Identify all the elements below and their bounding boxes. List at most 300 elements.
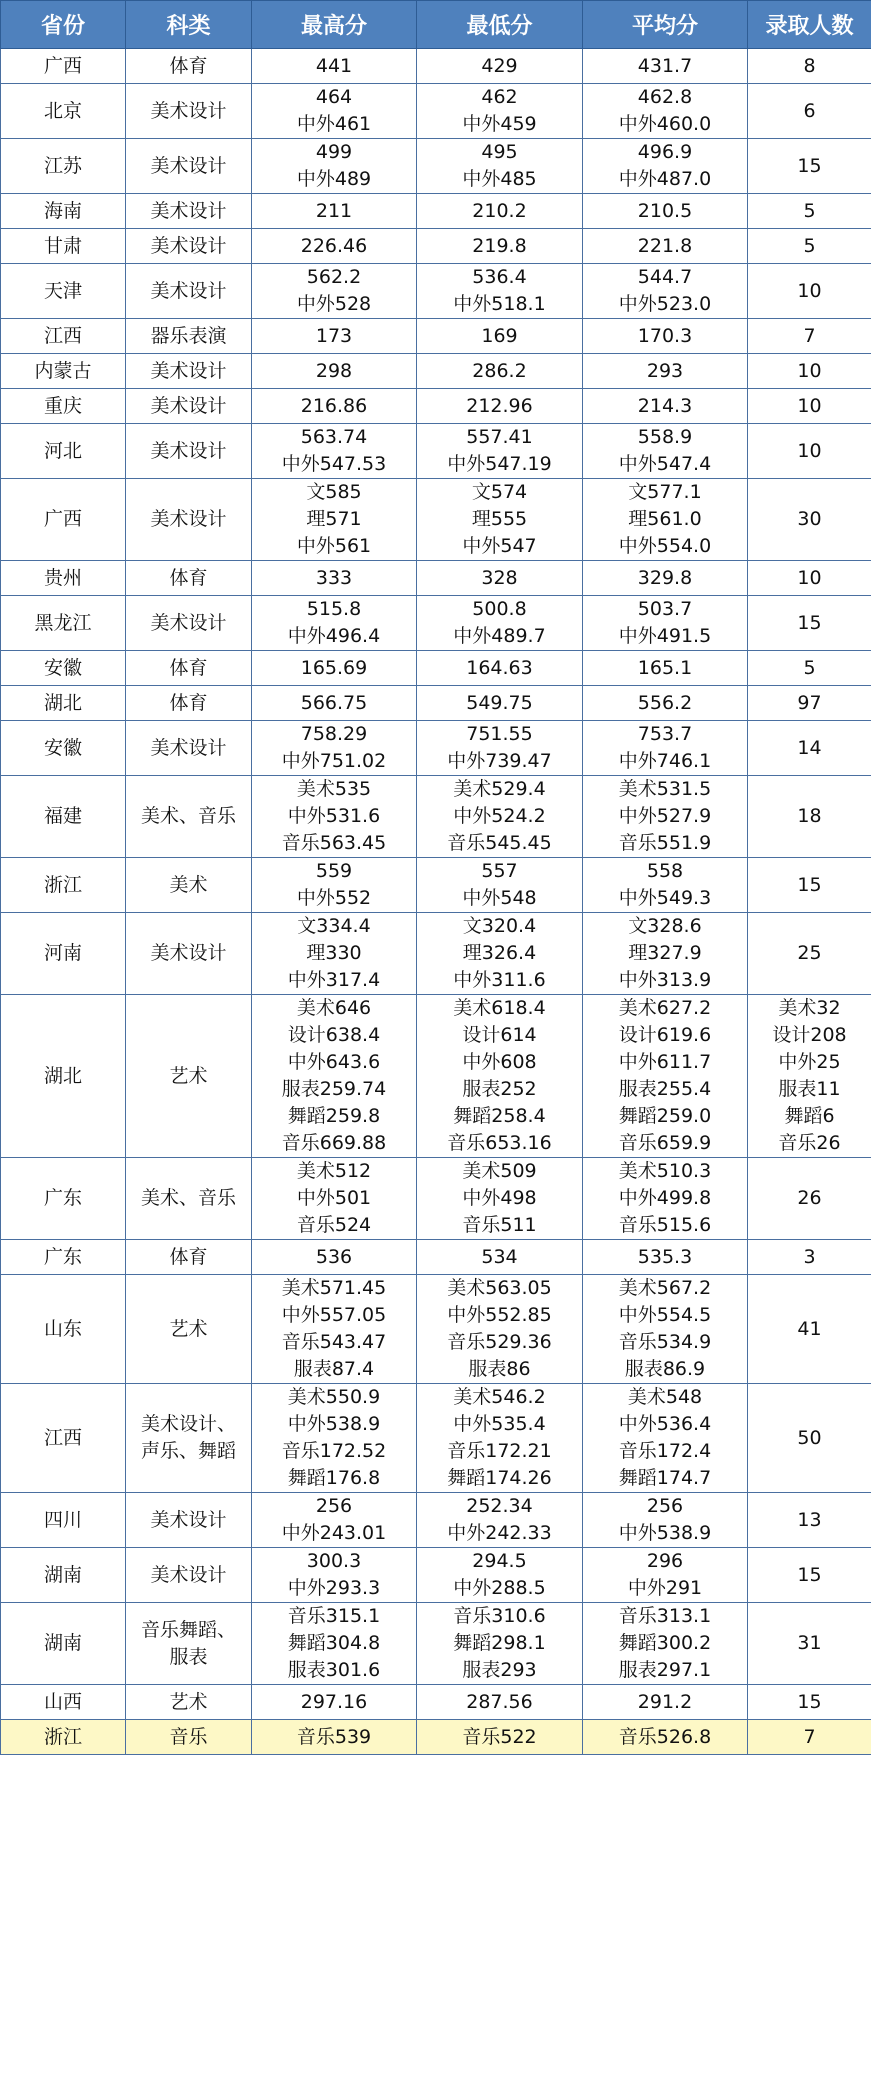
cell-admitted-count-line: 10 bbox=[797, 359, 822, 382]
cell-avg-score-line: 中外554.5 bbox=[618, 1304, 712, 1326]
cell-category bbox=[126, 1493, 252, 1548]
cell-admitted-count-line: 26 bbox=[797, 1187, 822, 1209]
cell-category bbox=[126, 776, 252, 858]
cell-avg-score bbox=[583, 1720, 748, 1755]
cell-min-score-line: 美术529.4 bbox=[453, 778, 546, 800]
cell-avg-score-line: 美术548 bbox=[627, 1386, 703, 1408]
table-row bbox=[1, 229, 871, 264]
cell-avg-score bbox=[583, 389, 748, 424]
cell-admitted-count-line: 10 bbox=[797, 279, 822, 302]
cell-min-score-line: 中外518.1 bbox=[453, 293, 546, 315]
cell-admitted-count bbox=[748, 1720, 871, 1755]
cell-max-score-line: 464 bbox=[315, 86, 353, 108]
cell-min-score bbox=[417, 1384, 583, 1493]
cell-avg-score bbox=[583, 49, 748, 84]
cell-max-score bbox=[252, 596, 417, 651]
cell-avg-score bbox=[583, 1275, 748, 1384]
cell-min-score-line: 219.8 bbox=[472, 234, 527, 257]
cell-max-score bbox=[252, 1603, 417, 1685]
cell-province: 广西 bbox=[1, 49, 126, 84]
cell-admitted-count bbox=[748, 1158, 871, 1240]
cell-min-score bbox=[417, 389, 583, 424]
cell-min-score-line: 中外288.5 bbox=[453, 1577, 546, 1599]
cell-avg-score-line: 296 bbox=[646, 1550, 684, 1572]
cell-max-score-line: 美术571.45 bbox=[281, 1277, 387, 1299]
cell-admitted-count-line: 18 bbox=[797, 805, 822, 827]
table-row bbox=[1, 49, 871, 84]
cell-min-score-line: 534 bbox=[481, 1245, 518, 1268]
cell-min-score-line: 中外524.2 bbox=[453, 805, 546, 827]
cell-min-score-line: 中外548 bbox=[462, 887, 537, 909]
header-category: 科类 bbox=[126, 1, 252, 49]
cell-avg-score bbox=[583, 1158, 748, 1240]
cell-category-line: 美术设计 bbox=[150, 154, 227, 177]
cell-avg-score-line: 291.2 bbox=[637, 1690, 693, 1713]
cell-max-score bbox=[252, 264, 417, 319]
cell-category bbox=[126, 1275, 252, 1384]
cell-min-score bbox=[417, 651, 583, 686]
cell-max-score bbox=[252, 1240, 417, 1275]
header-avg-score: 平均分 bbox=[583, 1, 748, 49]
cell-avg-score bbox=[583, 1493, 748, 1548]
cell-max-score bbox=[252, 1493, 417, 1548]
cell-avg-score-line: 556.2 bbox=[637, 691, 693, 714]
cell-avg-score bbox=[583, 354, 748, 389]
cell-avg-score bbox=[583, 1603, 748, 1685]
cell-category-line: 美术设计 bbox=[150, 611, 227, 634]
cell-admitted-count bbox=[748, 194, 871, 229]
table-body bbox=[1, 49, 871, 1755]
table-row bbox=[1, 686, 871, 721]
cell-min-score-line: 169 bbox=[481, 324, 518, 347]
cell-max-score bbox=[252, 651, 417, 686]
cell-avg-score bbox=[583, 229, 748, 264]
cell-province: 天津 bbox=[1, 264, 126, 319]
cell-max-score-line: 美术550.9 bbox=[287, 1386, 381, 1408]
cell-min-score-line: 557.41 bbox=[466, 426, 533, 448]
cell-admitted-count-line: 13 bbox=[797, 1508, 822, 1531]
cell-max-score-line: 音乐524 bbox=[296, 1214, 372, 1236]
cell-min-score-line: 751.55 bbox=[466, 723, 533, 745]
cell-max-score-line: 中外643.6 bbox=[287, 1051, 381, 1073]
cell-province: 福建 bbox=[1, 776, 126, 858]
cell-max-score bbox=[252, 686, 417, 721]
cell-admitted-count bbox=[748, 389, 871, 424]
cell-avg-score bbox=[583, 1685, 748, 1720]
cell-min-score bbox=[417, 354, 583, 389]
cell-avg-score-line: 558 bbox=[646, 860, 684, 882]
cell-admitted-count-line: 10 bbox=[797, 394, 822, 417]
cell-category-line: 声乐、舞蹈 bbox=[140, 1440, 236, 1462]
cell-province: 河北 bbox=[1, 424, 126, 479]
cell-max-score-line: 服表259.74 bbox=[281, 1078, 387, 1100]
cell-max-score bbox=[252, 1548, 417, 1603]
cell-avg-score bbox=[583, 651, 748, 686]
cell-province: 山东 bbox=[1, 1275, 126, 1384]
cell-avg-score-line: 中外499.8 bbox=[618, 1187, 712, 1209]
cell-avg-score-line: 214.3 bbox=[637, 394, 693, 417]
cell-category bbox=[126, 1240, 252, 1275]
cell-admitted-count bbox=[748, 858, 871, 913]
cell-category bbox=[126, 229, 252, 264]
cell-avg-score bbox=[583, 194, 748, 229]
cell-admitted-count-line: 5 bbox=[803, 234, 816, 257]
cell-category-line: 美术、音乐 bbox=[140, 1187, 236, 1209]
cell-category-line: 美术设计 bbox=[150, 1563, 227, 1586]
cell-province: 北京 bbox=[1, 84, 126, 139]
cell-max-score-line: 音乐543.47 bbox=[281, 1331, 387, 1353]
cell-max-score-line: 服表87.4 bbox=[293, 1358, 375, 1380]
cell-max-score-line: 美术535 bbox=[296, 778, 372, 800]
cell-admitted-count-line: 15 bbox=[797, 611, 822, 634]
cell-avg-score bbox=[583, 561, 748, 596]
cell-admitted-count-line: 3 bbox=[803, 1245, 816, 1268]
cell-category-line: 体育 bbox=[169, 566, 208, 589]
header-min-score: 最低分 bbox=[417, 1, 583, 49]
cell-max-score-line: 562.2 bbox=[306, 266, 362, 288]
cell-category bbox=[126, 561, 252, 596]
table-row bbox=[1, 596, 871, 651]
cell-min-score bbox=[417, 995, 583, 1158]
table-row bbox=[1, 1240, 871, 1275]
cell-max-score-line: 559 bbox=[315, 860, 353, 882]
cell-avg-score bbox=[583, 596, 748, 651]
cell-category-line: 体育 bbox=[169, 656, 208, 679]
cell-min-score-line: 美术509 bbox=[462, 1160, 537, 1182]
cell-category bbox=[126, 651, 252, 686]
cell-min-score-line: 中外242.33 bbox=[447, 1522, 552, 1544]
cell-category bbox=[126, 1548, 252, 1603]
cell-admitted-count-line: 8 bbox=[803, 54, 816, 77]
cell-min-score bbox=[417, 479, 583, 561]
table-row bbox=[1, 424, 871, 479]
cell-admitted-count bbox=[748, 686, 871, 721]
cell-min-score-line: 理326.4 bbox=[462, 942, 537, 964]
cell-min-score-line: 252.34 bbox=[466, 1495, 533, 1517]
cell-min-score-line: 文320.4 bbox=[462, 915, 537, 937]
cell-avg-score-line: 音乐515.6 bbox=[618, 1214, 712, 1236]
cell-max-score bbox=[252, 721, 417, 776]
cell-admitted-count bbox=[748, 229, 871, 264]
cell-admitted-count bbox=[748, 354, 871, 389]
cell-avg-score bbox=[583, 776, 748, 858]
cell-min-score bbox=[417, 1548, 583, 1603]
cell-max-score-line: 441 bbox=[315, 54, 353, 77]
cell-min-score-line: 文574 bbox=[471, 481, 528, 503]
cell-max-score-line: 165.69 bbox=[300, 656, 368, 679]
cell-admitted-count-line: 10 bbox=[797, 566, 822, 589]
cell-avg-score-line: 中外746.1 bbox=[618, 750, 712, 772]
cell-province: 山西 bbox=[1, 1685, 126, 1720]
cell-admitted-count-line: 15 bbox=[797, 1690, 822, 1713]
cell-min-score-line: 音乐653.16 bbox=[447, 1132, 552, 1154]
cell-max-score bbox=[252, 1384, 417, 1493]
table-row bbox=[1, 913, 871, 995]
cell-category-line: 体育 bbox=[169, 54, 208, 77]
cell-min-score bbox=[417, 194, 583, 229]
cell-max-score-line: 758.29 bbox=[300, 723, 368, 745]
cell-province: 江西 bbox=[1, 1384, 126, 1493]
cell-avg-score-line: 中外313.9 bbox=[618, 969, 712, 991]
cell-max-score bbox=[252, 1275, 417, 1384]
cell-avg-score-line: 431.7 bbox=[637, 54, 693, 77]
cell-min-score bbox=[417, 858, 583, 913]
cell-admitted-count bbox=[748, 49, 871, 84]
table-row bbox=[1, 858, 871, 913]
cell-admitted-count bbox=[748, 1685, 871, 1720]
cell-admitted-count-line: 50 bbox=[797, 1426, 822, 1449]
cell-max-score-line: 音乐315.1 bbox=[287, 1605, 381, 1627]
cell-category bbox=[126, 1603, 252, 1685]
cell-max-score-line: 音乐539 bbox=[296, 1725, 372, 1748]
cell-admitted-count-line: 14 bbox=[797, 736, 822, 759]
table-header-row bbox=[1, 1, 871, 49]
cell-avg-score-line: 329.8 bbox=[637, 566, 693, 589]
cell-min-score-line: 音乐522 bbox=[462, 1725, 537, 1748]
cell-avg-score bbox=[583, 1548, 748, 1603]
cell-max-score-line: 中外501 bbox=[296, 1187, 372, 1209]
cell-min-score-line: 音乐310.6 bbox=[453, 1605, 546, 1627]
cell-admitted-count-line: 7 bbox=[803, 324, 816, 347]
cell-province: 江苏 bbox=[1, 139, 126, 194]
cell-admitted-count bbox=[748, 84, 871, 139]
cell-avg-score-line: 中外554.0 bbox=[618, 535, 712, 557]
cell-max-score-line: 舞蹈176.8 bbox=[287, 1467, 381, 1489]
cell-min-score-line: 429 bbox=[481, 54, 518, 77]
cell-max-score-line: 中外528 bbox=[296, 293, 372, 315]
cell-avg-score-line: 理561.0 bbox=[628, 508, 702, 530]
cell-admitted-count-line: 6 bbox=[803, 99, 816, 122]
cell-admitted-count bbox=[748, 424, 871, 479]
cell-avg-score-line: 音乐172.4 bbox=[618, 1440, 712, 1462]
cell-admitted-count bbox=[748, 651, 871, 686]
table-row bbox=[1, 264, 871, 319]
cell-admitted-count bbox=[748, 995, 871, 1158]
cell-avg-score-line: 音乐526.8 bbox=[618, 1725, 712, 1748]
cell-min-score-line: 294.5 bbox=[472, 1550, 527, 1572]
cell-province: 浙江 bbox=[1, 858, 126, 913]
cell-max-score-line: 文334.4 bbox=[297, 915, 371, 937]
cell-avg-score bbox=[583, 995, 748, 1158]
cell-avg-score-line: 503.7 bbox=[637, 598, 693, 620]
cell-avg-score-line: 496.9 bbox=[637, 141, 693, 163]
cell-max-score bbox=[252, 194, 417, 229]
cell-avg-score-line: 美术567.2 bbox=[618, 1277, 712, 1299]
cell-min-score-line: 中外459 bbox=[462, 113, 537, 135]
cell-province: 广东 bbox=[1, 1158, 126, 1240]
cell-category-line: 音乐 bbox=[169, 1725, 208, 1748]
cell-min-score-line: 美术618.4 bbox=[453, 997, 546, 1019]
cell-category-line: 体育 bbox=[169, 691, 208, 714]
cell-min-score bbox=[417, 686, 583, 721]
cell-admitted-count-line: 中外25 bbox=[778, 1051, 841, 1073]
table-row bbox=[1, 1384, 871, 1493]
cell-min-score bbox=[417, 424, 583, 479]
cell-avg-score-line: 中外611.7 bbox=[618, 1051, 712, 1073]
cell-min-score-line: 美术546.2 bbox=[453, 1386, 546, 1408]
cell-province: 江西 bbox=[1, 319, 126, 354]
cell-min-score bbox=[417, 1240, 583, 1275]
table-row bbox=[1, 561, 871, 596]
table-row bbox=[1, 139, 871, 194]
cell-max-score bbox=[252, 858, 417, 913]
header-max-score: 最高分 bbox=[252, 1, 417, 49]
cell-min-score-line: 中外485 bbox=[462, 168, 537, 190]
cell-min-score-line: 音乐545.45 bbox=[447, 832, 552, 854]
cell-min-score-line: 中外547.19 bbox=[447, 453, 552, 475]
cell-min-score bbox=[417, 561, 583, 596]
cell-max-score-line: 297.16 bbox=[300, 1690, 368, 1713]
cell-category bbox=[126, 1685, 252, 1720]
cell-avg-score-line: 558.9 bbox=[637, 426, 693, 448]
cell-avg-score-line: 210.5 bbox=[637, 199, 693, 222]
table-row bbox=[1, 194, 871, 229]
cell-min-score-line: 设计614 bbox=[462, 1024, 537, 1046]
header-admitted-count: 录取人数 bbox=[748, 1, 871, 49]
cell-admitted-count-line: 25 bbox=[797, 942, 822, 964]
cell-max-score-line: 300.3 bbox=[306, 1550, 362, 1572]
cell-max-score-line: 音乐669.88 bbox=[281, 1132, 387, 1154]
cell-avg-score bbox=[583, 139, 748, 194]
cell-avg-score-line: 理327.9 bbox=[628, 942, 702, 964]
cell-admitted-count bbox=[748, 1240, 871, 1275]
cell-min-score-line: 557 bbox=[481, 860, 518, 882]
cell-max-score-line: 中外496.4 bbox=[287, 625, 381, 647]
cell-category-line: 音乐舞蹈、 bbox=[140, 1618, 236, 1641]
cell-admitted-count-line: 美术32 bbox=[778, 997, 841, 1019]
table-row bbox=[1, 389, 871, 424]
cell-min-score bbox=[417, 1720, 583, 1755]
cell-avg-score-line: 美术510.3 bbox=[618, 1160, 712, 1182]
cell-max-score-line: 333 bbox=[315, 566, 353, 589]
cell-admitted-count bbox=[748, 139, 871, 194]
cell-min-score-line: 164.63 bbox=[466, 656, 533, 679]
cell-category-line: 美术设计 bbox=[150, 394, 227, 417]
cell-admitted-count-line: 5 bbox=[803, 656, 816, 679]
cell-avg-score-line: 中外547.4 bbox=[618, 453, 712, 475]
cell-min-score-line: 287.56 bbox=[466, 1690, 533, 1713]
cell-max-score-line: 舞蹈304.8 bbox=[287, 1632, 381, 1654]
cell-max-score bbox=[252, 776, 417, 858]
table-row bbox=[1, 1548, 871, 1603]
cell-min-score-line: 理555 bbox=[471, 508, 528, 530]
cell-max-score-line: 298 bbox=[315, 359, 353, 382]
cell-avg-score-line: 中外549.3 bbox=[618, 887, 712, 909]
cell-admitted-count-line: 30 bbox=[797, 508, 822, 530]
cell-province: 湖南 bbox=[1, 1548, 126, 1603]
cell-admitted-count bbox=[748, 913, 871, 995]
cell-avg-score-line: 舞蹈174.7 bbox=[618, 1467, 712, 1489]
cell-max-score-line: 211 bbox=[315, 199, 353, 222]
cell-avg-score bbox=[583, 913, 748, 995]
cell-province: 甘肃 bbox=[1, 229, 126, 264]
cell-max-score bbox=[252, 319, 417, 354]
cell-min-score-line: 中外552.85 bbox=[447, 1304, 552, 1326]
cell-min-score-line: 舞蹈258.4 bbox=[453, 1105, 546, 1127]
cell-category-line: 艺术 bbox=[169, 1690, 208, 1713]
cell-avg-score-line: 服表86.9 bbox=[624, 1358, 706, 1380]
cell-province: 黑龙江 bbox=[1, 596, 126, 651]
cell-avg-score-line: 舞蹈259.0 bbox=[618, 1105, 712, 1127]
cell-avg-score bbox=[583, 1240, 748, 1275]
cell-max-score-line: 美术646 bbox=[296, 997, 372, 1019]
table-row bbox=[1, 1275, 871, 1384]
cell-max-score-line: 音乐563.45 bbox=[281, 832, 387, 854]
cell-min-score-line: 中外547 bbox=[462, 535, 537, 557]
cell-admitted-count bbox=[748, 561, 871, 596]
cell-avg-score-line: 中外527.9 bbox=[618, 805, 712, 827]
cell-admitted-count-line: 舞蹈6 bbox=[784, 1105, 835, 1127]
cell-province: 海南 bbox=[1, 194, 126, 229]
cell-min-score-line: 中外608 bbox=[462, 1051, 537, 1073]
cell-avg-score-line: 中外460.0 bbox=[618, 113, 712, 135]
cell-max-score bbox=[252, 913, 417, 995]
cell-avg-score bbox=[583, 479, 748, 561]
table-row bbox=[1, 651, 871, 686]
cell-max-score bbox=[252, 1158, 417, 1240]
cell-category bbox=[126, 858, 252, 913]
cell-min-score-line: 中外498 bbox=[462, 1187, 537, 1209]
table-row bbox=[1, 1603, 871, 1685]
cell-category bbox=[126, 721, 252, 776]
cell-max-score-line: 中外293.3 bbox=[287, 1577, 381, 1599]
cell-avg-score bbox=[583, 264, 748, 319]
cell-max-score-line: 中外461 bbox=[296, 113, 372, 135]
cell-admitted-count-line: 音乐26 bbox=[778, 1132, 841, 1154]
cell-max-score bbox=[252, 1685, 417, 1720]
header-province: 省份 bbox=[1, 1, 126, 49]
cell-category bbox=[126, 319, 252, 354]
cell-max-score-line: 美术512 bbox=[296, 1160, 372, 1182]
cell-category-line: 美术设计 bbox=[150, 439, 227, 462]
cell-category bbox=[126, 354, 252, 389]
cell-max-score-line: 理330 bbox=[306, 942, 362, 964]
cell-avg-score-line: 文577.1 bbox=[628, 481, 702, 503]
cell-min-score bbox=[417, 913, 583, 995]
cell-min-score bbox=[417, 319, 583, 354]
cell-min-score-line: 536.4 bbox=[472, 266, 527, 288]
cell-avg-score bbox=[583, 1384, 748, 1493]
table-row bbox=[1, 995, 871, 1158]
cell-category bbox=[126, 264, 252, 319]
cell-min-score-line: 中外489.7 bbox=[453, 625, 546, 647]
cell-category-line: 美术设计 bbox=[150, 1508, 227, 1531]
cell-admitted-count bbox=[748, 1548, 871, 1603]
cell-province: 安徽 bbox=[1, 721, 126, 776]
cell-admitted-count bbox=[748, 1603, 871, 1685]
cell-admitted-count bbox=[748, 776, 871, 858]
cell-avg-score-line: 中外523.0 bbox=[618, 293, 712, 315]
cell-max-score-line: 499 bbox=[315, 141, 353, 163]
cell-admitted-count bbox=[748, 1384, 871, 1493]
cell-category bbox=[126, 49, 252, 84]
cell-min-score-line: 495 bbox=[481, 141, 518, 163]
cell-min-score bbox=[417, 596, 583, 651]
cell-min-score-line: 286.2 bbox=[472, 359, 527, 382]
cell-max-score-line: 服表301.6 bbox=[287, 1659, 381, 1681]
cell-avg-score-line: 舞蹈300.2 bbox=[618, 1632, 712, 1654]
cell-category bbox=[126, 1384, 252, 1493]
cell-min-score-line: 212.96 bbox=[466, 394, 533, 417]
cell-min-score-line: 服表86 bbox=[468, 1358, 531, 1380]
cell-min-score-line: 舞蹈174.26 bbox=[447, 1467, 552, 1489]
cell-max-score bbox=[252, 389, 417, 424]
cell-min-score bbox=[417, 776, 583, 858]
cell-admitted-count-line: 41 bbox=[797, 1317, 822, 1340]
cell-max-score bbox=[252, 139, 417, 194]
cell-category-line: 美术设计 bbox=[150, 508, 227, 530]
cell-min-score bbox=[417, 1158, 583, 1240]
